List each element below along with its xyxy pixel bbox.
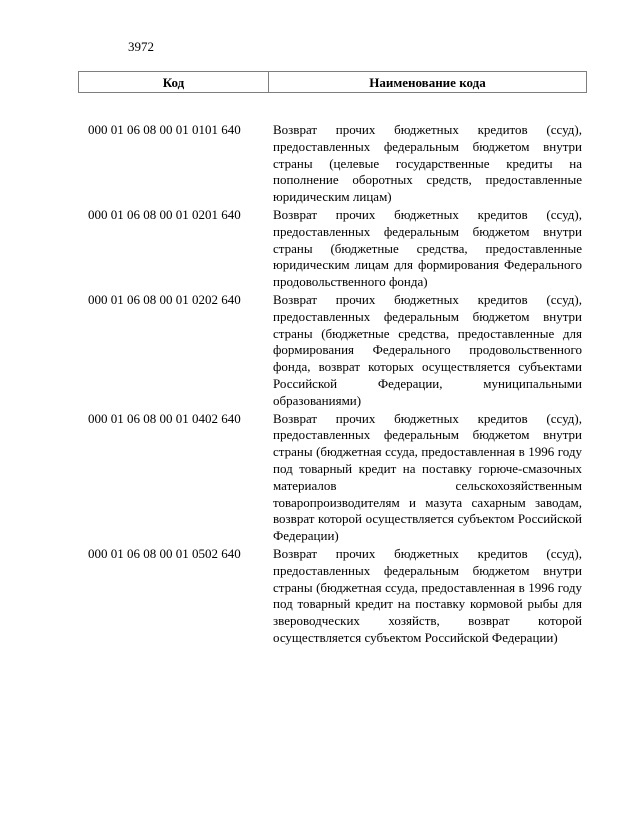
row-name: Возврат прочих бюджетных кредитов (ссуд), предоставленных федеральным бюджетом внутри страны (бюджетные средства, предоставленные юридическим лицам для формирования Федерального продовольственного фонда) [273,206,582,290]
table-body [88,122,584,648]
row-code: 000 01 06 08 00 01 0201 640 [88,206,241,222]
header-name: Наименование кода [369,75,486,90]
row-code: 000 01 06 08 00 01 0502 640 [88,545,241,561]
page-number: 3972 [128,39,154,54]
table-row [88,292,584,410]
row-name: Возврат прочих бюджетных кредитов (ссуд), предоставленных федеральным бюджетом внутри страны (бюджетные средства, предоставленные для формирования Федерального продовольственного фонда, возврат которых осуществляется субъектами Российской Федерации, муниципальными образованиями) [273,291,582,408]
table-row [88,411,584,545]
row-name: Возврат прочих бюджетных кредитов (ссуд), предоставленных федеральным бюджетом внутри страны (целевые государственные кредиты на пополнение оборотных средств, предоставленные юридическим лицам) [273,122,582,205]
row-code: 000 01 06 08 00 01 0101 640 [88,122,241,137]
row-code: 000 01 06 08 00 01 0402 640 [88,410,241,426]
header-code: Код [79,72,269,92]
row-code: 000 01 06 08 00 01 0202 640 [88,291,241,307]
table-row [88,122,584,206]
table-row [88,546,584,647]
table-header [78,71,587,93]
table-row [88,207,584,291]
row-name: Возврат прочих бюджетных кредитов (ссуд), предоставленных федеральным бюджетом внутри страны (бюджетная ссуда, предоставленная в 1996 году под товарный кредит на поставку кормовой рыбы для звероводческих хозяйств, возврат которой осуществляется субъектом Российской Федерации) [273,545,582,645]
row-name: Возврат прочих бюджетных кредитов (ссуд), предоставленных федеральным бюджетом внутри страны (бюджетная ссуда, предоставленная в 1996 году под товарный кредит на поставку горюче-смазочных материалов сельскохозяйственным товаропроизводителям и мазута сахарным заводам, возврат которой осуществляется субъектом Российской Федерации) [273,410,582,544]
